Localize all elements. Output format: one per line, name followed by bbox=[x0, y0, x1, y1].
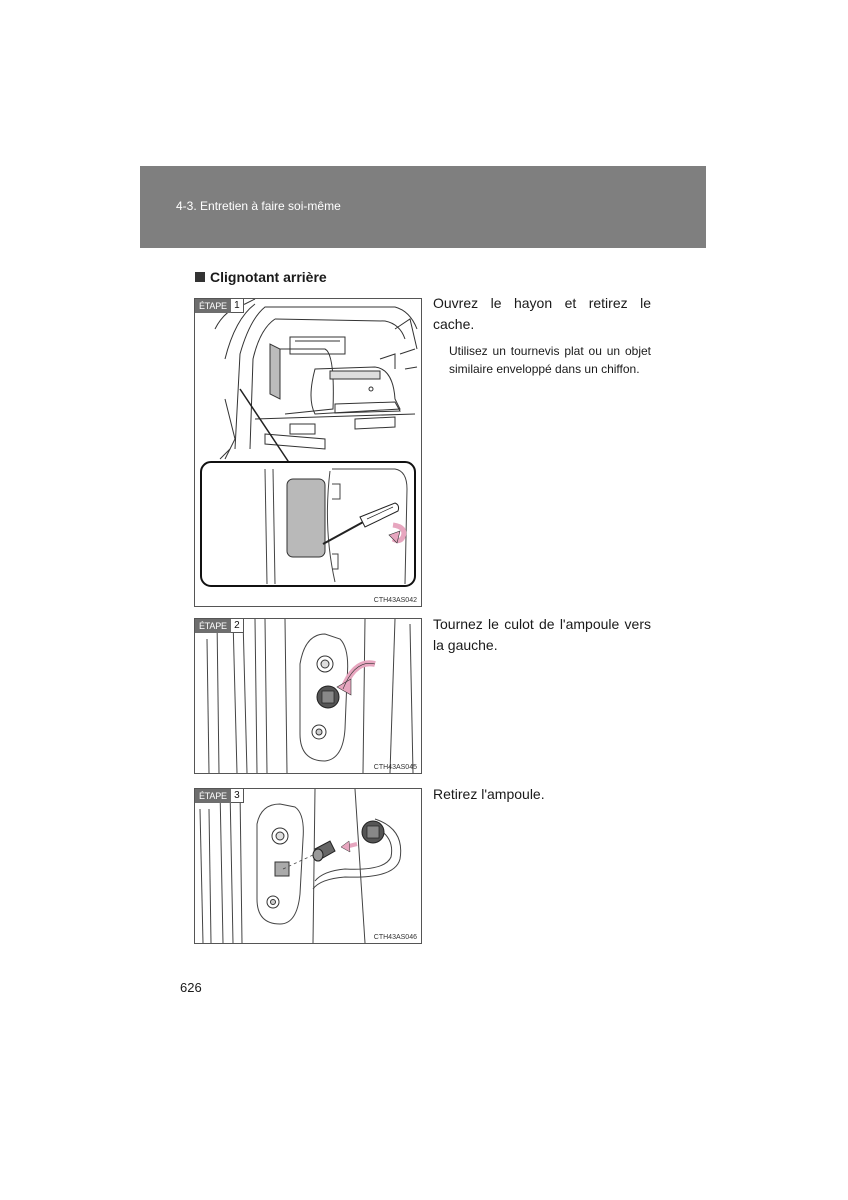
bulb-socket-rotate-drawing bbox=[195, 619, 421, 773]
step-1-text: Ouvrez le hayon et retirez le cache. bbox=[433, 295, 651, 332]
step-3-figure-code: CTH43AS046 bbox=[373, 934, 417, 941]
step-2-figure-code: CTH43AS045 bbox=[373, 764, 417, 771]
step-1-note: Utilisez un tournevis plat ou un objet similaire enveloppé dans un chiffon. bbox=[449, 344, 651, 376]
step-1-figure-code: CTH43AS042 bbox=[373, 597, 417, 604]
section-title bbox=[195, 269, 327, 285]
section-header-bar bbox=[140, 166, 706, 248]
step-2-text: Tournez le culot de l'ampoule vers la gauche. bbox=[433, 616, 651, 653]
step-1-illustration bbox=[194, 298, 422, 607]
square-bullet-icon bbox=[195, 272, 205, 282]
page-number: 626 bbox=[180, 980, 202, 995]
step-3-text: Retirez l'ampoule. bbox=[433, 786, 545, 802]
bulb-removal-drawing bbox=[195, 789, 421, 943]
step-3-illustration bbox=[194, 788, 422, 944]
step-3-badge: ÉTAPE 3 bbox=[195, 789, 244, 803]
step-2-illustration bbox=[194, 618, 422, 774]
step-1-badge: ÉTAPE 1 bbox=[195, 299, 244, 313]
section-header-title: 4-3. Entretien à faire soi-même bbox=[176, 199, 341, 213]
section-title-text: Clignotant arrière bbox=[210, 269, 327, 285]
liftgate-cargo-drawing bbox=[195, 299, 421, 606]
step-2-badge: ÉTAPE 2 bbox=[195, 619, 244, 633]
